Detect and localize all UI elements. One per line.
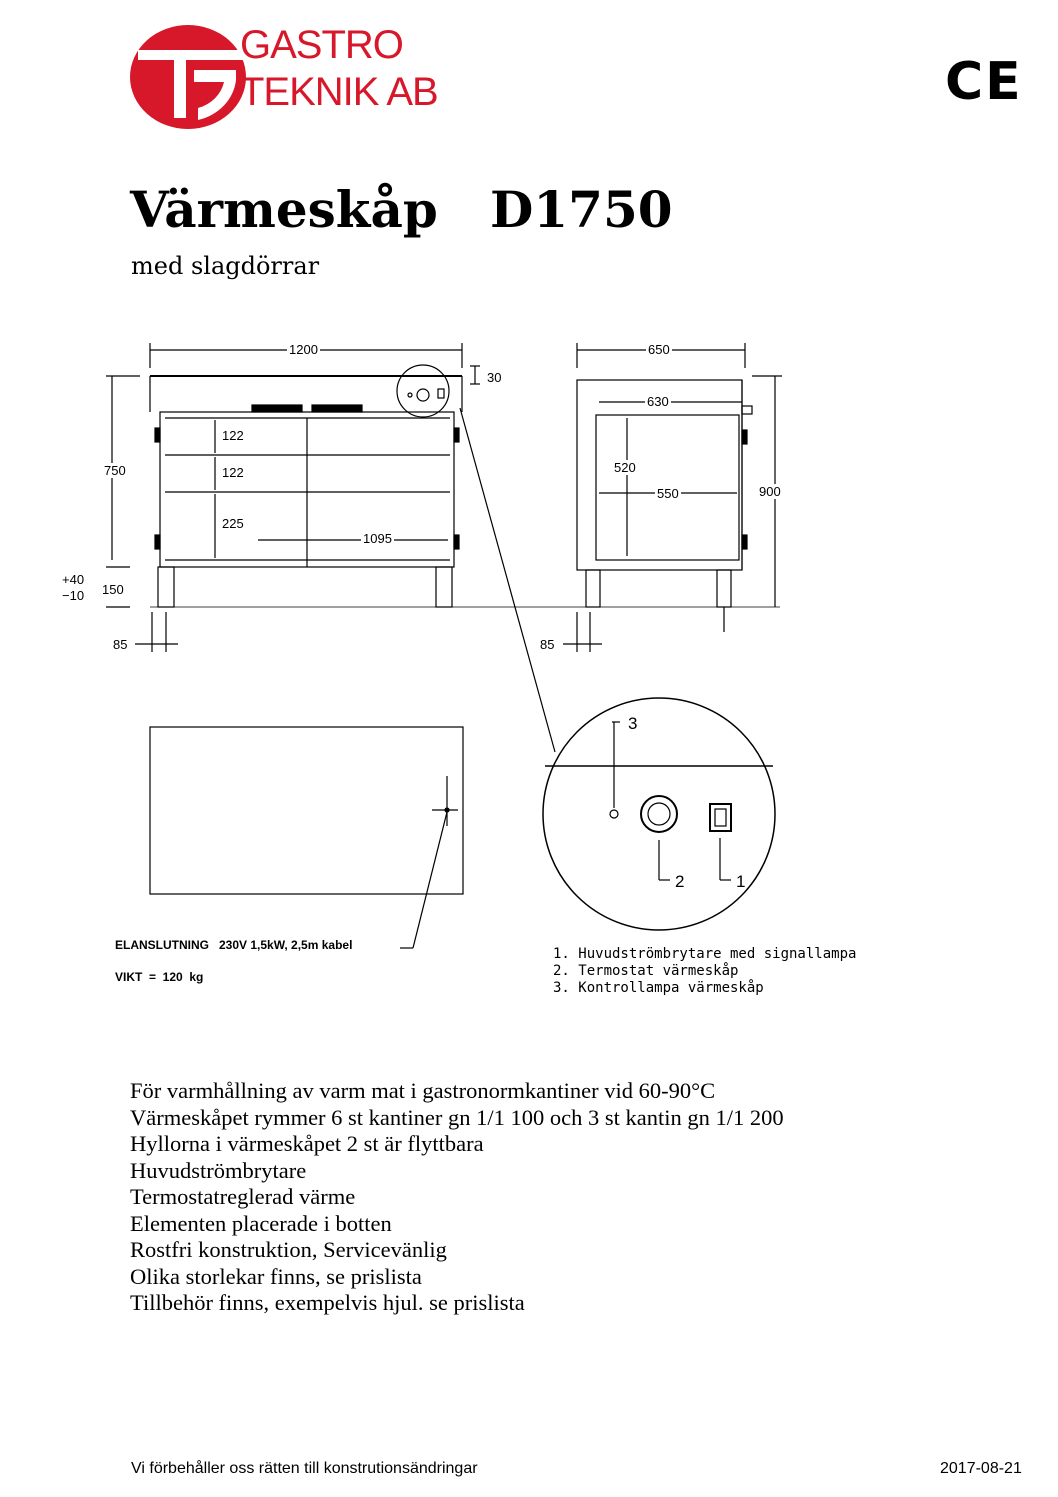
feature-item: Rostfri konstruktion, Servicevänlig <box>130 1237 447 1262</box>
footer-date: 2017-08-21 <box>940 1460 1022 1477</box>
dim-leg-height: 150 <box>102 582 124 597</box>
footer-note: Vi förbehåller oss rätten till konstrutionsändringar <box>131 1460 478 1477</box>
dim-width: 1200 <box>289 342 318 357</box>
control-panel-detail <box>543 698 775 930</box>
detail-label-2: 2 <box>675 872 685 891</box>
feature-item: Värmeskåpet rymmer 6 st kantiner gn 1/1 100 och 3 st kantin gn 1/1 200 <box>130 1104 784 1130</box>
feature-item: Elementen placerade i botten <box>130 1210 392 1236</box>
legend-item-1: 1. Huvudströmbrytare med signallampa <box>553 946 857 962</box>
dim-shelf3: 225 <box>222 516 244 531</box>
dim-leg-offset-side: 85 <box>540 637 555 652</box>
dim-inner-height: 520 <box>614 460 636 475</box>
product-title: Värmeskåp D1750 <box>130 180 673 239</box>
ce-mark: CE <box>945 52 1023 112</box>
dim-top: 30 <box>487 370 502 385</box>
feature-item: Huvudströmbrytare <box>130 1157 307 1183</box>
dim-inner-width: 1095 <box>363 531 392 546</box>
feature-list <box>130 1078 784 1317</box>
feature-item: Hyllorna i värmeskåpet 2 st är flyttbara <box>130 1131 484 1156</box>
dim-leg-adjust-minus: −10 <box>62 588 85 603</box>
feature-item: Tillbehör finns, exempelvis hjul. se prislista <box>130 1290 525 1315</box>
dim-leg-offset-front: 85 <box>113 637 128 652</box>
product-subtitle: med slagdörrar <box>131 252 320 280</box>
dim-total-height: 900 <box>759 484 781 499</box>
front-view <box>106 343 780 752</box>
legend-item-3: 3. Kontrollampa värmeskåp <box>553 980 764 996</box>
electrical-spec: ELANSLUTNING 230V 1,5kW, 2,5m kabel <box>115 938 353 952</box>
detail-label-1: 1 <box>736 872 746 891</box>
brand-name-line1: GASTRO <box>240 23 403 67</box>
detail-label-3: 3 <box>628 714 638 733</box>
feature-item: För varmhållning av varm mat i gastronormkantiner vid 60-90°C <box>130 1078 716 1103</box>
legend-item-2: 2. Termostat värmeskåp <box>553 963 739 979</box>
brand-name-line2: TEKNIK AB <box>240 70 438 114</box>
weight-spec: VIKT = 120 kg <box>115 970 204 984</box>
dim-inner-width-side: 550 <box>657 486 679 501</box>
feature-item: Olika storlekar finns, se prislista <box>130 1263 422 1289</box>
feature-item: Termostatreglerad värme <box>130 1184 356 1209</box>
technical-drawing <box>0 330 1058 1030</box>
dim-leg-adjust-plus: +40 <box>62 572 85 587</box>
dim-height-body: 750 <box>104 463 126 478</box>
dim-depth: 650 <box>648 342 670 357</box>
dim-shelf1: 122 <box>222 428 244 443</box>
plan-view <box>150 727 463 948</box>
dim-inner-depth: 630 <box>647 394 669 409</box>
dim-shelf2: 122 <box>222 465 244 480</box>
